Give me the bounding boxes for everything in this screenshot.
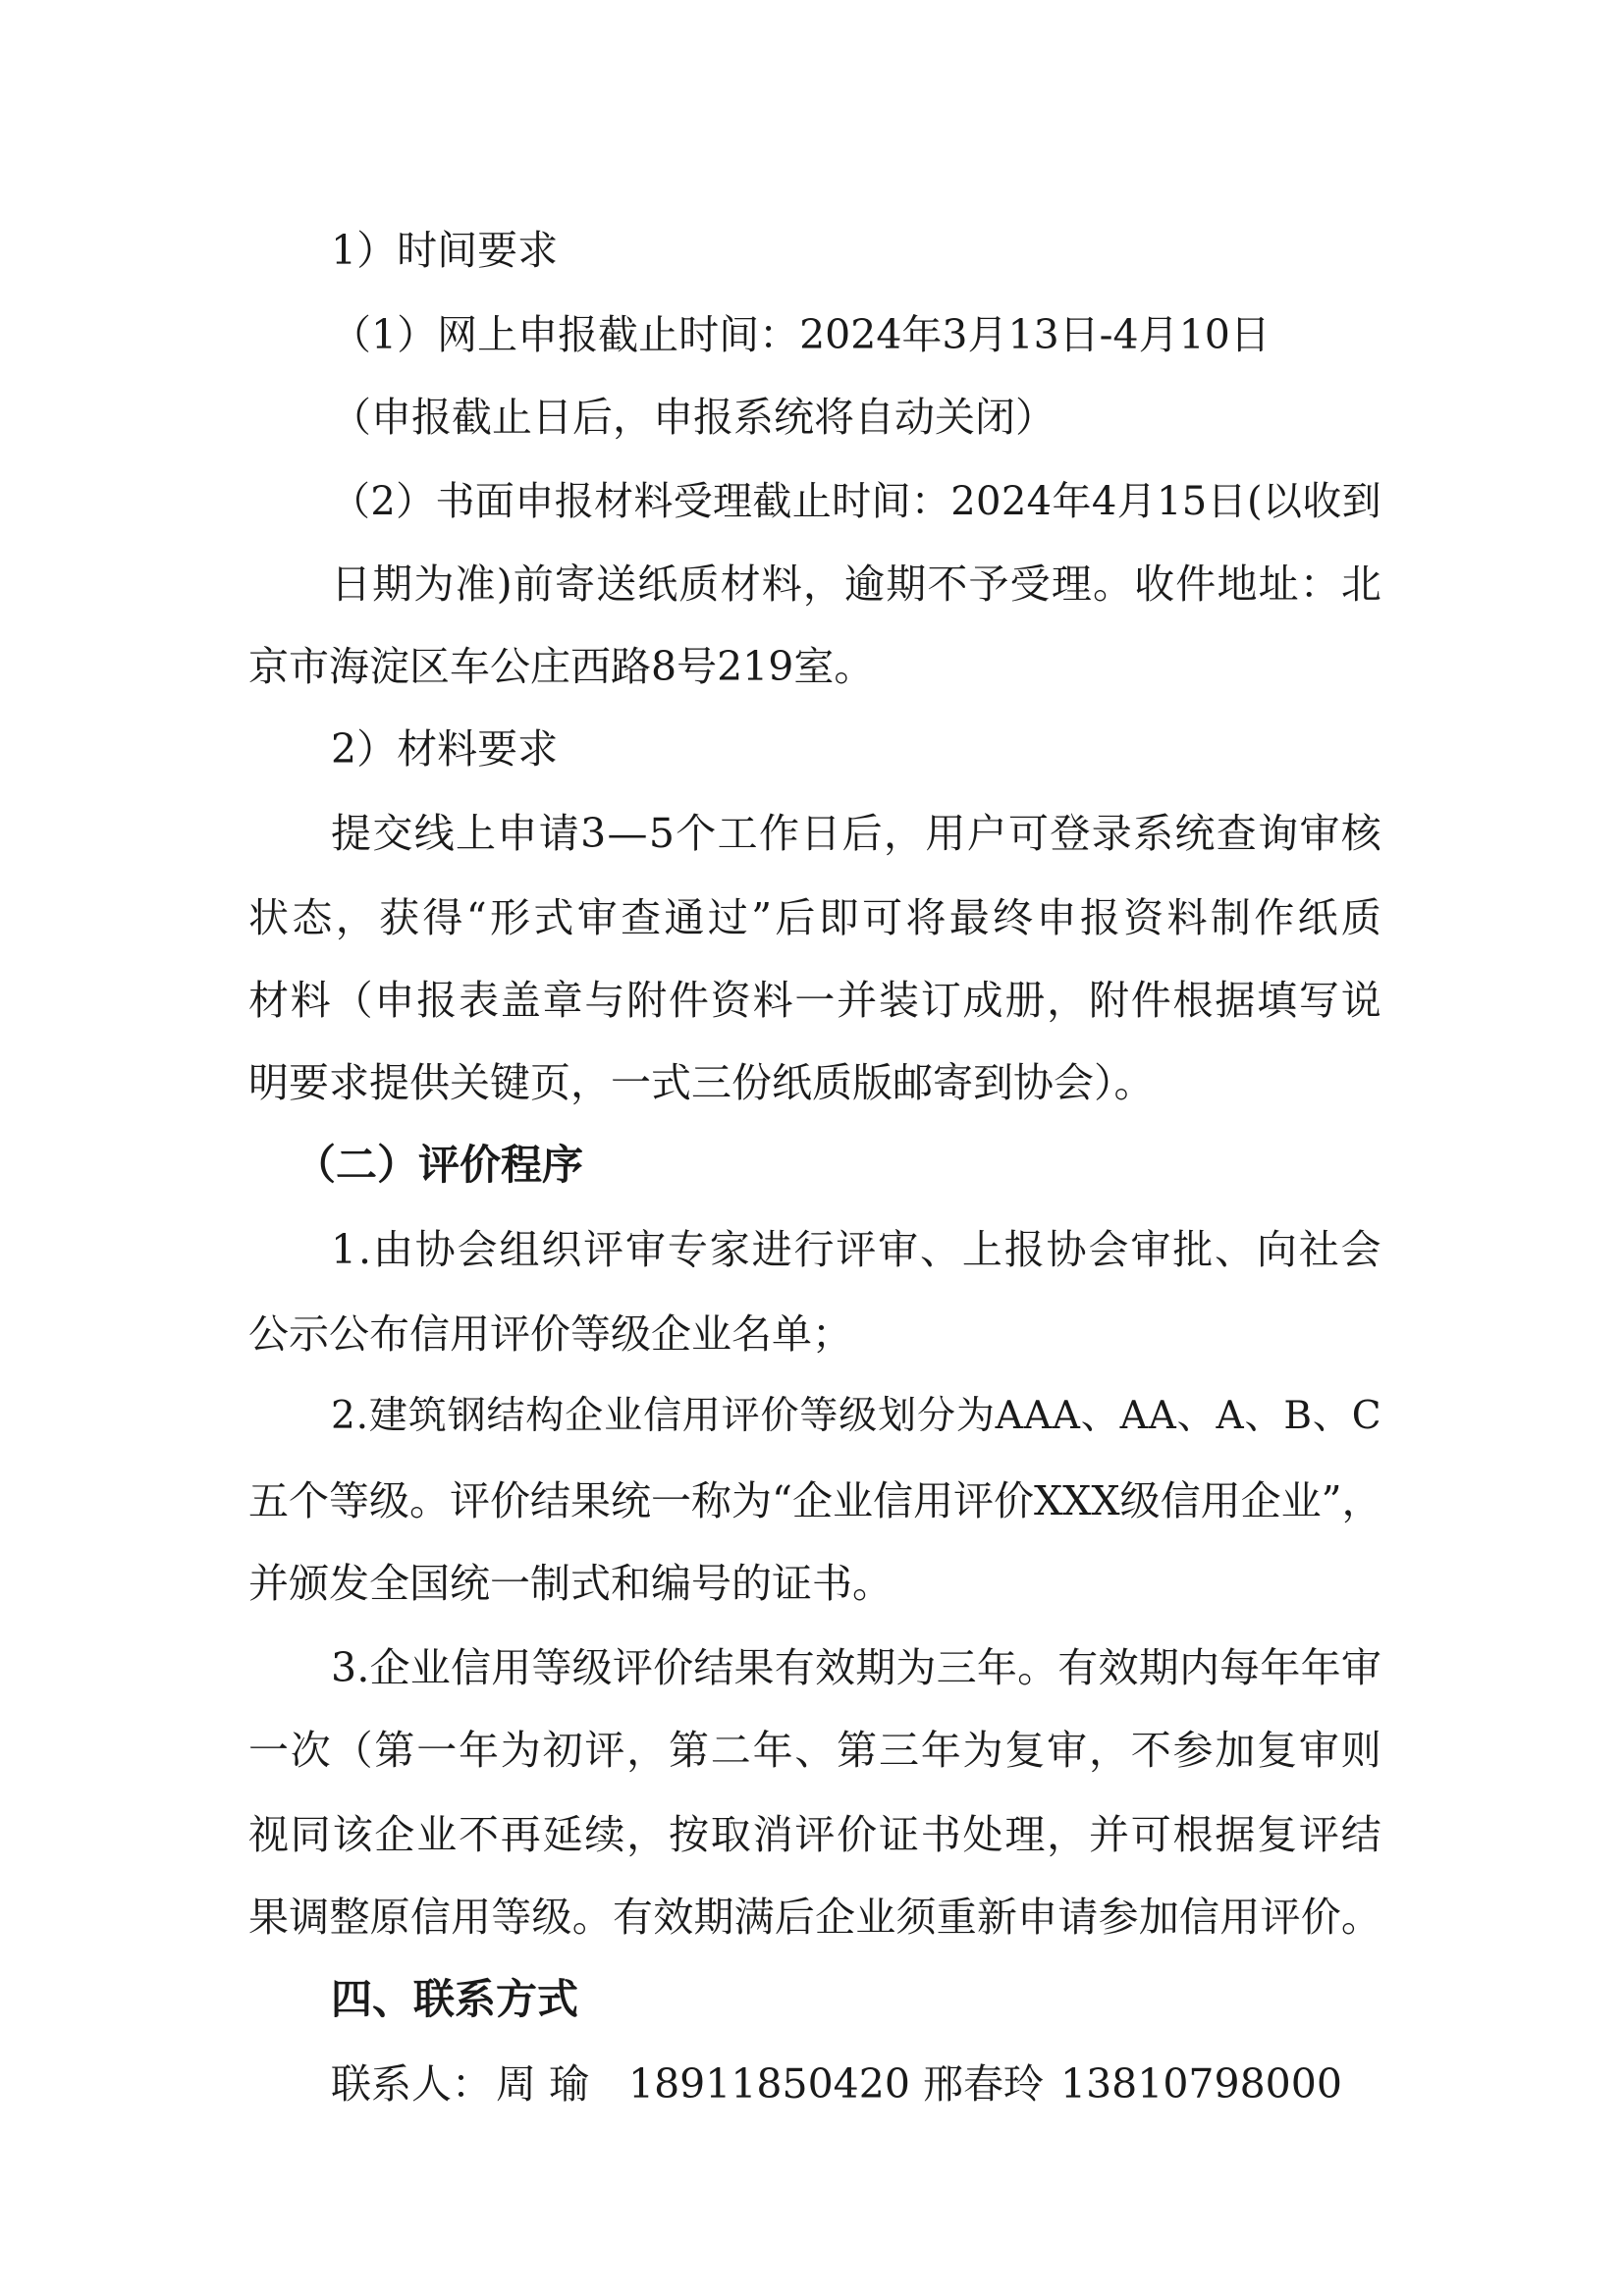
contact-person-2-name: 邢春玲 [923,2060,1044,2108]
material-line-1: 提 交 线 上 申 请 3 — 5 个 工 作 日 后 ， 用 户 可 登 录 系 统 查 询 审 核 [331,810,1381,857]
material-line-4: 明要求提供关键页，一式三份纸质版邮寄到协会）。 [248,1059,1155,1106]
procedure-item-2-line-1: 2 . 建 筑 钢 结 构 企 业 信 用 评 价 等 级 划 分 为 A A A 、 A A 、 A 、 B 、 C [331,1394,1381,1438]
contact-person-2-phone: 13810798000 [1060,2060,1342,2108]
procedure-item-1-line-2: 公示公布信用评价等级企业名单； [248,1310,852,1358]
contact-person-1-name: 周 瑜 [496,2060,590,2108]
contact-heading: 四、联系方式 [331,1975,579,2023]
time-requirement-title: 1）时间要求 [331,227,559,274]
online-deadline-note: （申报截止日后，申报系统将自动关闭） [331,394,1056,441]
paper-deadline-line-2: 日 期 为 准 ) 前 寄 送 纸 质 材 料 ， 逾 期 不 予 受 理 。 收 件 地 址 ： 北 [331,561,1381,608]
procedure-item-2-line-3: 并颁发全国统一制式和编号的证书。 [248,1560,893,1607]
material-requirement-title: 2）材料要求 [331,725,559,773]
procedure-item-3-line-1: 3 . 企 业 信 用 等 级 评 价 结 果 有 效 期 为 三 年 。 有 效 期 内 每 年 年 审 [331,1644,1381,1691]
procedure-item-2-line-2: 五 个 等 级 。 评 价 结 果 统 一 称 为 “ 企 业 信 用 评 价 X X X 级 信 用 企 业 ” ， [248,1477,1382,1524]
paper-deadline-line-1: （ 2 ） 书 面 申 报 材 料 受 理 截 止 时 间 ： 2 0 2 4 年 4 月 1 5 日 ( 以 收 到 [331,479,1381,524]
paper-deadline-line-3: 京市海淀区车公庄西路8号219室。 [248,643,875,690]
material-line-3: 材 料 （ 申 报 表 盖 章 与 附 件 资 料 一 并 装 订 成 册 ， 附 件 根 据 填 写 说 [248,977,1381,1024]
procedure-item-3-line-2: 一 次 （ 第 一 年 为 初 评 ， 第 二 年 、 第 三 年 为 复 审 ， 不 参 加 复 审 则 [248,1727,1381,1774]
contact-person-1-phone: 18911850420 [628,2060,910,2108]
procedure-item-3-line-3: 视 同 该 企 业 不 再 延 续 ， 按 取 消 评 价 证 书 处 理 ， 并 可 根 据 复 评 结 [248,1811,1381,1858]
online-deadline-line: （1）网上申报截止时间：2024年3月13日-4月10日 [331,311,1271,358]
procedure-item-3-line-4: 果 调 整 原 信 用 等 级 。 有 效 期 满 后 企 业 须 重 新 申 请 参 加 信 用 评 价 。 [248,1894,1381,1941]
material-line-2: 状 态 ， 获 得 “ 形 式 审 查 通 过 ” 后 即 可 将 最 终 申 报 资 料 制 作 纸 质 [248,894,1381,941]
contact-label: 联系人： [331,2060,492,2108]
procedure-item-1-line-1: 1 . 由 协 会 组 织 评 审 专 家 进 行 评 审 、 上 报 协 会 审 批 、 向 社 会 [331,1226,1381,1273]
procedure-heading: （二）评价程序 [295,1141,584,1189]
